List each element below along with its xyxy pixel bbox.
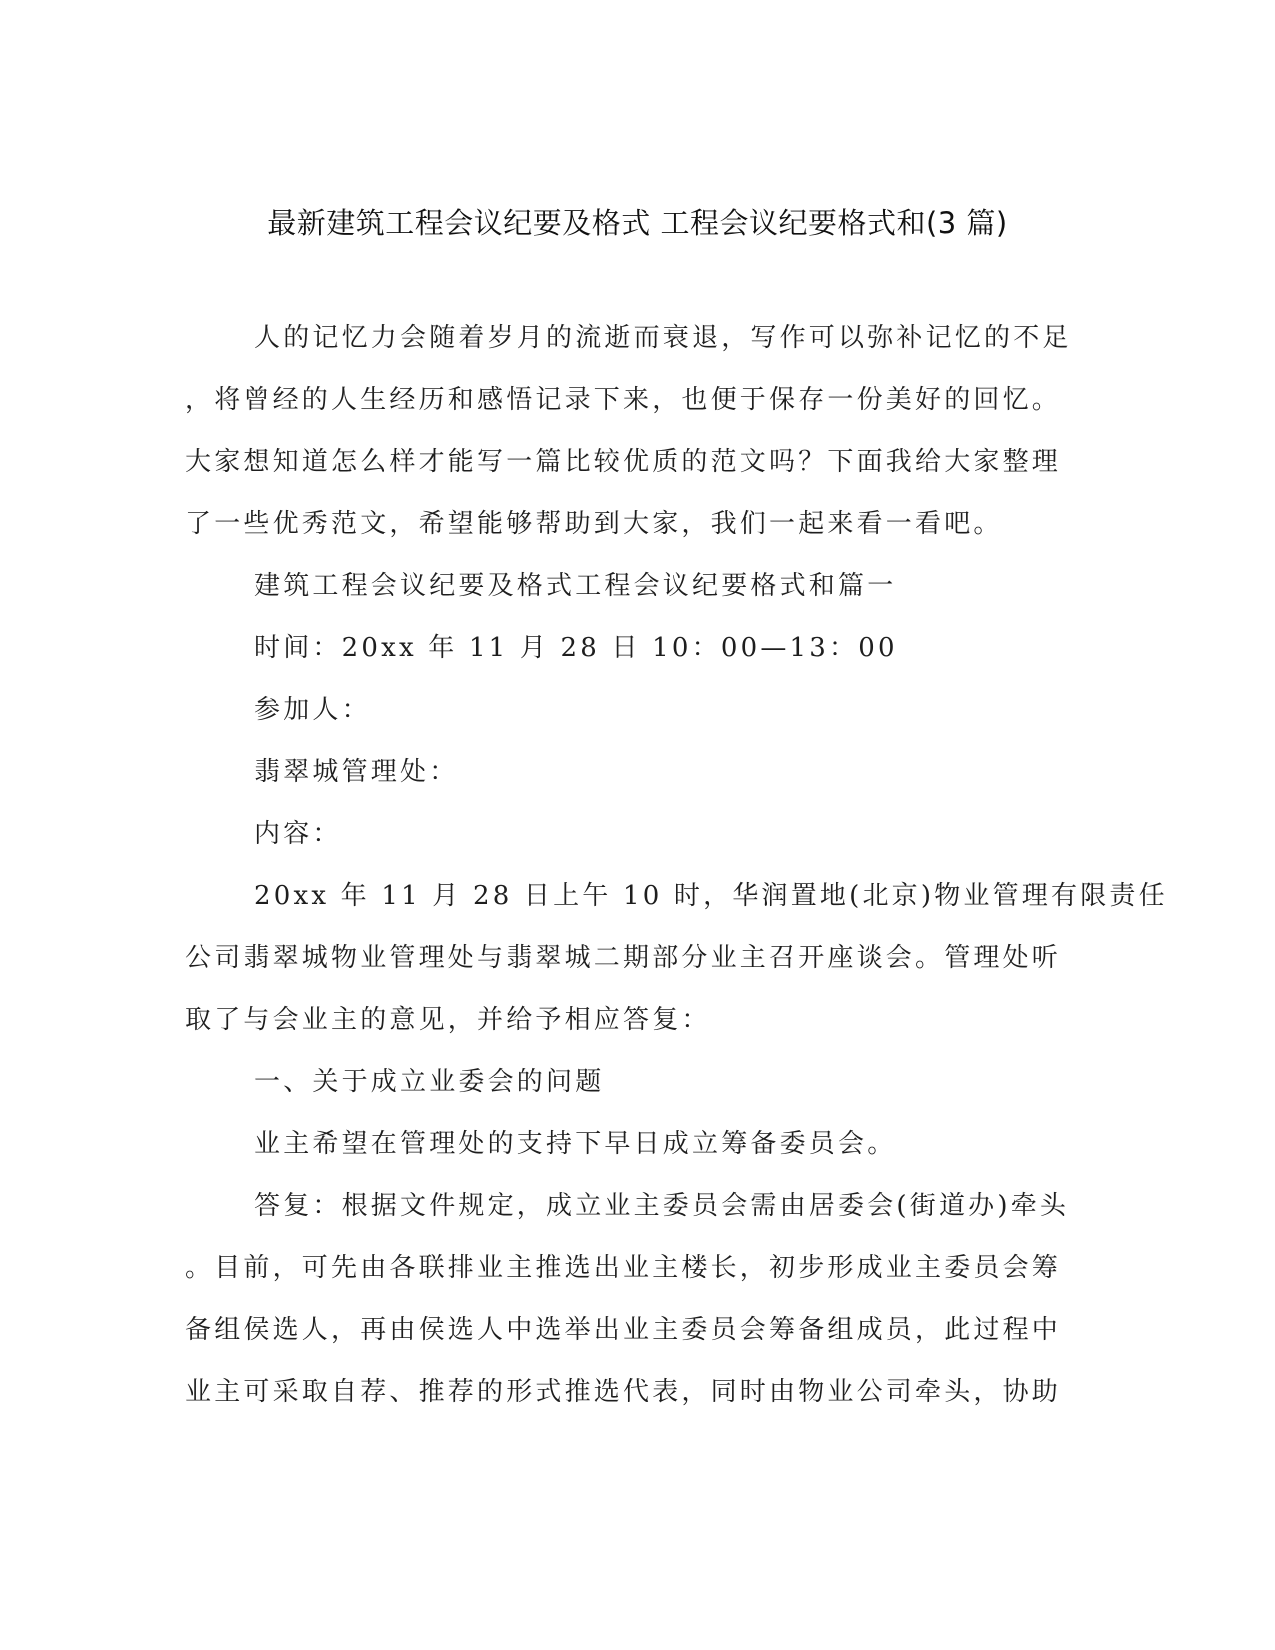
paragraph-line: 业主希望在管理处的支持下早日成立筹备委员会。 [254, 1129, 897, 1159]
paragraph-line: 。目前，可先由各联排业主推选出业主楼长，初步形成业主委员会筹 [185, 1253, 1062, 1283]
paragraph-line: 人的记忆力会随着岁月的流逝而衰退，写作可以弥补记忆的不足 [254, 323, 1072, 353]
subsection-heading: 一、关于成立业委会的问题 [254, 1067, 605, 1097]
paragraph-line: ，将曾经的人生经历和感悟记录下来，也便于保存一份美好的回忆。 [185, 385, 1062, 415]
paragraph-line: 20xx 年 11 月 28 日上午 10 时，华润置地(北京)物业管理有限责任 [254, 881, 1168, 911]
paragraph-line: 公司翡翠城物业管理处与翡翠城二期部分业主召开座谈会。管理处听 [185, 943, 1062, 973]
document-title: 最新建筑工程会议纪要及格式 工程会议纪要格式和(3 篇) [267, 206, 1008, 240]
participants-label: 参加人： [254, 695, 371, 725]
paragraph-line: 备组侯选人，再由侯选人中选举出业主委员会筹备组成员，此过程中 [185, 1315, 1062, 1345]
management-office-label: 翡翠城管理处： [254, 757, 459, 787]
paragraph-line: 了一些优秀范文，希望能够帮助到大家，我们一起来看一看吧。 [185, 509, 1003, 539]
content-label: 内容： [254, 819, 342, 849]
paragraph-line: 大家想知道怎么样才能写一篇比较优质的范文吗？下面我给大家整理 [185, 447, 1062, 477]
paragraph-line: 取了与会业主的意见，并给予相应答复： [185, 1005, 711, 1035]
section-heading: 建筑工程会议纪要及格式工程会议纪要格式和篇一 [254, 571, 897, 601]
meeting-time: 时间：20xx 年 11 月 28 日 10：00—13：00 [254, 633, 898, 663]
document-body [185, 307, 1168, 1423]
paragraph-line: 答复：根据文件规定，成立业主委员会需由居委会(街道办)牵头 [254, 1191, 1070, 1221]
paragraph-line: 业主可采取自荐、推荐的形式推选代表，同时由物业公司牵头，协助 [185, 1377, 1062, 1407]
